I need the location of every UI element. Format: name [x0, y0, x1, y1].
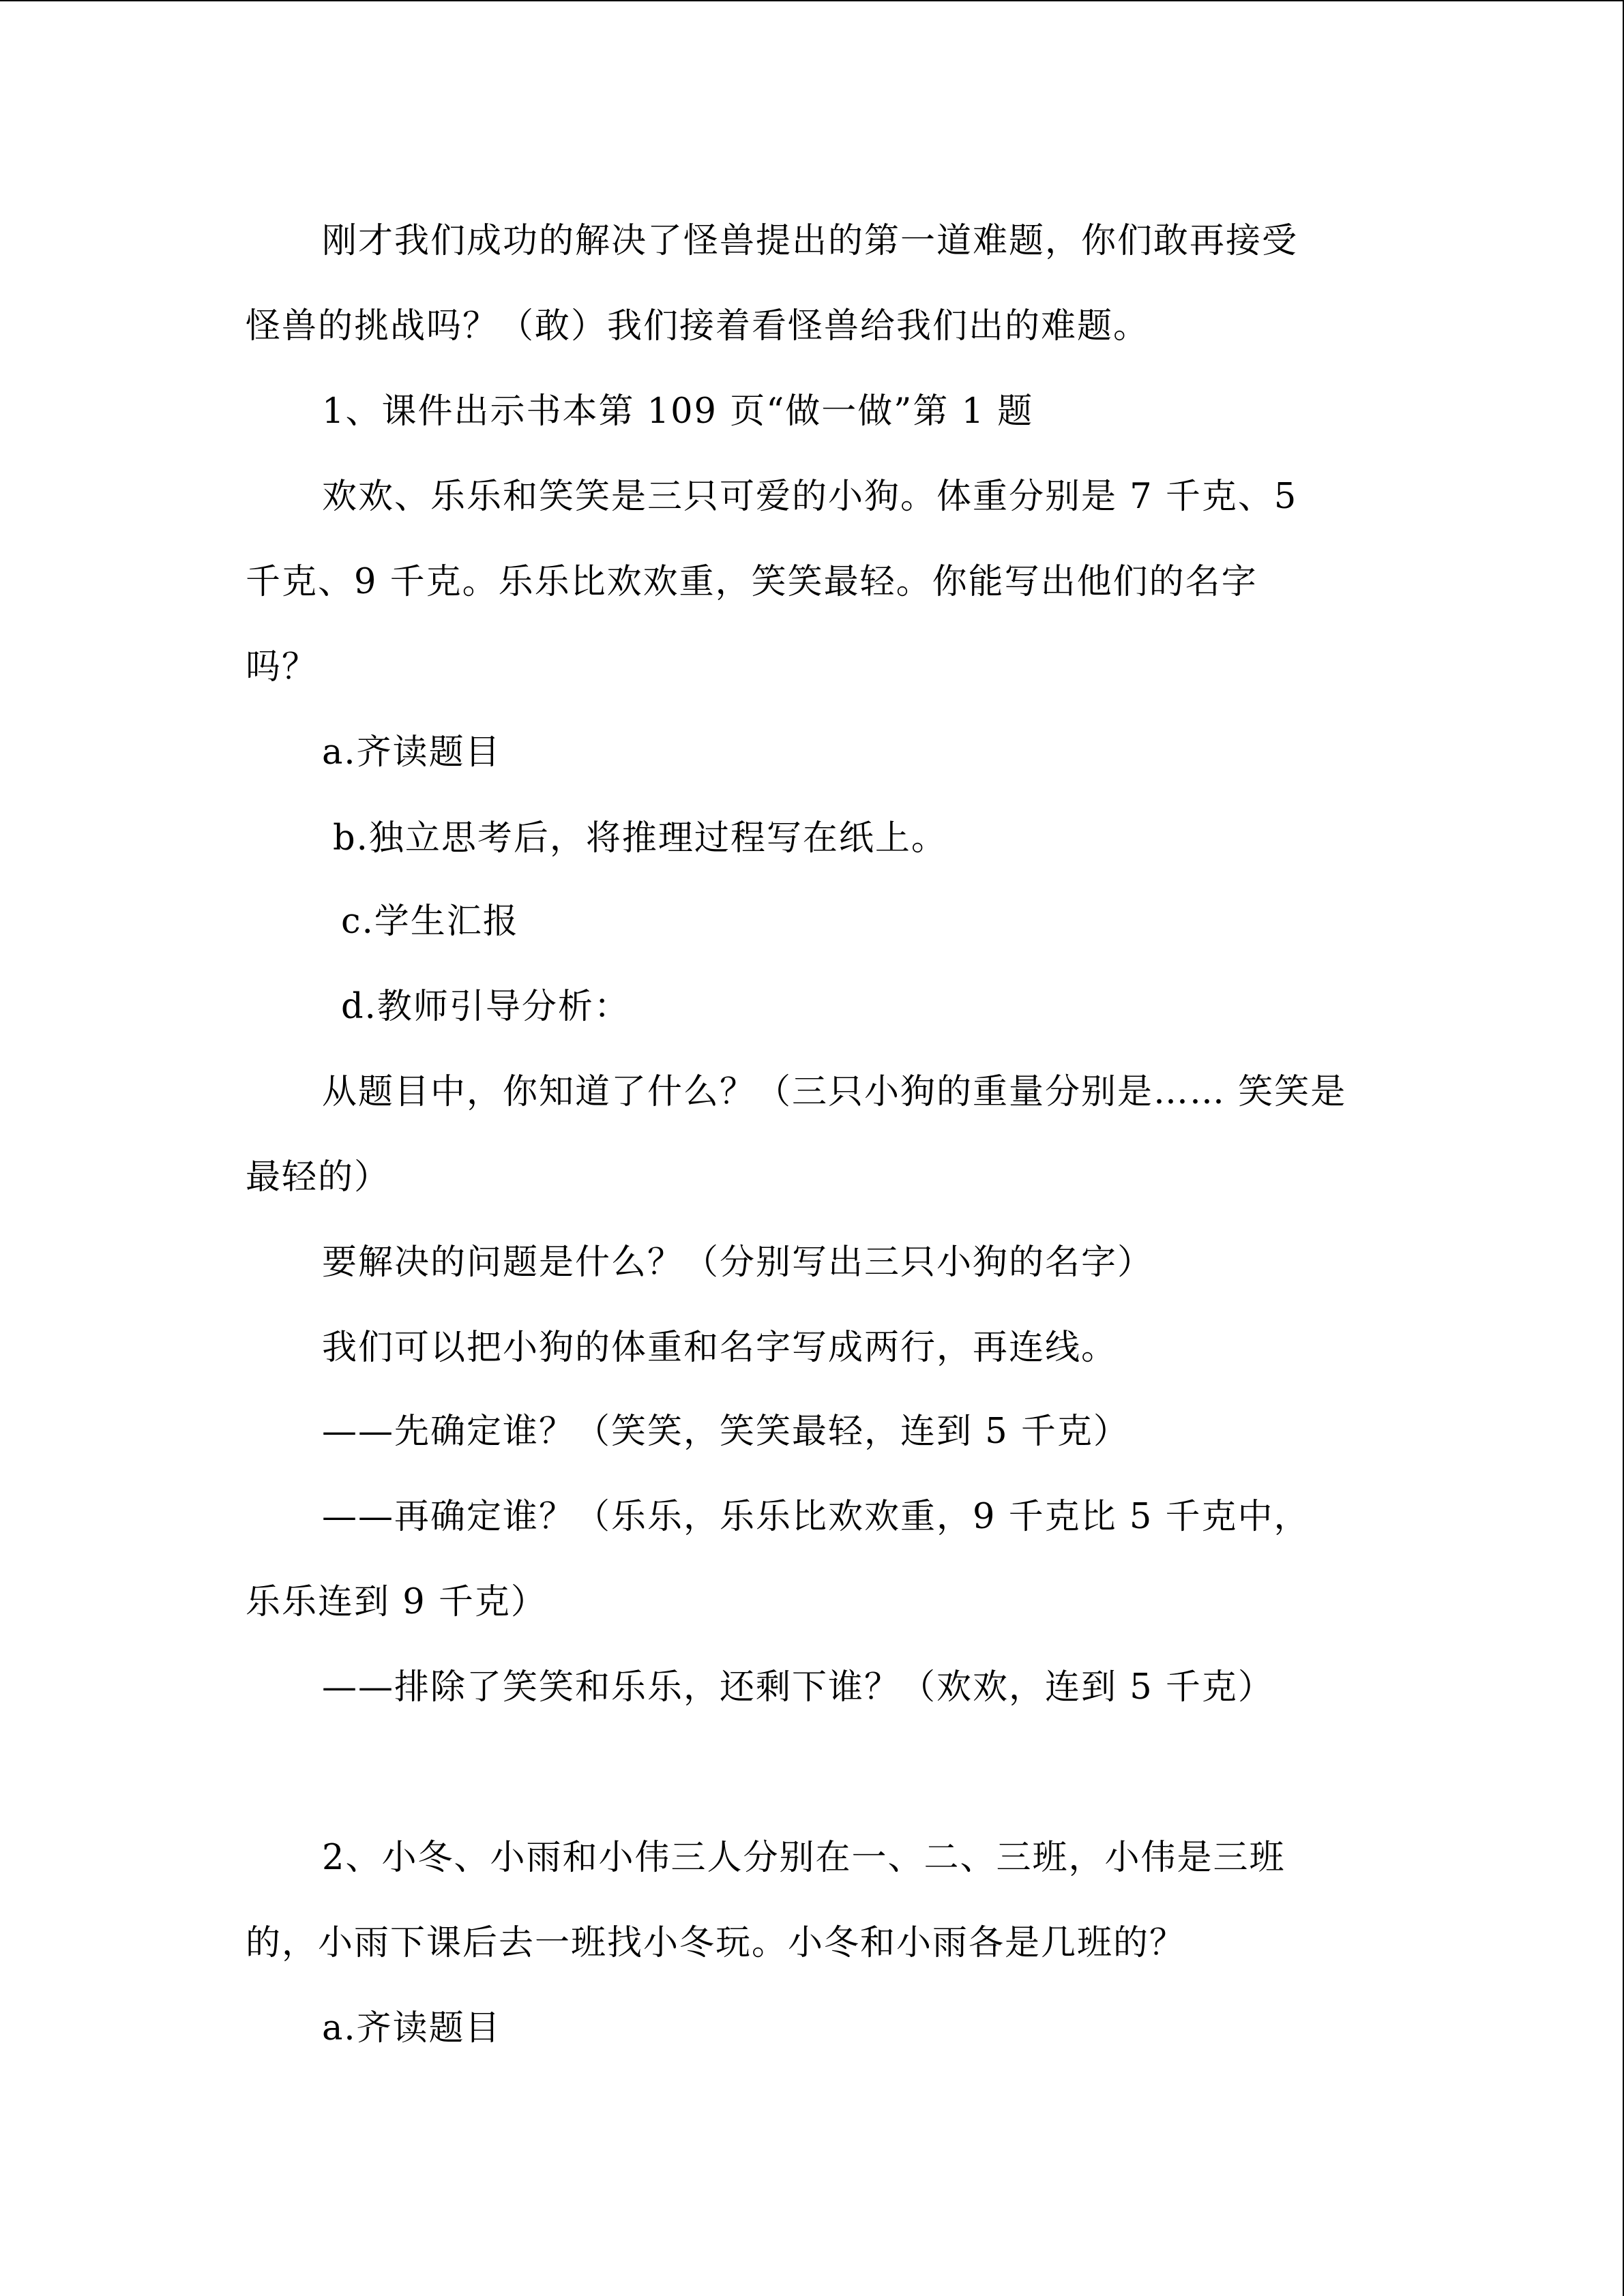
paragraph-line: ——先确定谁？（笑笑，笑笑最轻，连到 5 千克）	[322, 1412, 1130, 1452]
paragraph-line: 乐乐连到 9 千克）	[246, 1582, 547, 1622]
paragraph-line: 的，小雨下课后去一班找小冬玩。小冬和小雨各是几班的？	[246, 1923, 1186, 1963]
paragraph-line: 怪兽的挑战吗？（敢）我们接着看怪兽给我们出的难题。	[246, 306, 1150, 346]
paragraph-line: 要解决的问题是什么？（分别写出三只小狗的名字）	[322, 1242, 1154, 1283]
paragraph-line: d.教师引导分析：	[341, 987, 630, 1027]
paragraph-line: 2、小冬、小雨和小伟三人分别在一、二、三班，小伟是三班	[322, 1838, 1286, 1878]
paragraph-line: ——排除了笑笑和乐乐，还剩下谁？（欢欢，连到 5 千克）	[322, 1667, 1274, 1708]
paragraph-line: 最轻的）	[246, 1157, 391, 1197]
paragraph-line: 千克、9 千克。乐乐比欢欢重，笑笑最轻。你能写出他们的名字	[246, 562, 1258, 602]
paragraph-line: 吗？	[246, 647, 319, 687]
paragraph-line: 刚才我们成功的解决了怪兽提出的第一道难题，你们敢再接受	[322, 221, 1299, 261]
paragraph-line: 1、课件出示书本第 109 页“做一做”第 1 题	[322, 391, 1034, 432]
paragraph-line: ——再确定谁？（乐乐，乐乐比欢欢重，9 千克比 5 千克中，	[322, 1497, 1310, 1537]
paragraph-line: 欢欢、乐乐和笑笑是三只可爱的小狗。体重分别是 7 千克、5	[322, 477, 1298, 517]
paragraph-line: 从题目中，你知道了什么？（三只小狗的重量分别是…… 笑笑是	[322, 1072, 1347, 1112]
paragraph-line: a.齐读题目	[322, 2008, 501, 2048]
paragraph-line: b.独立思考后，将推理过程写在纸上。	[333, 818, 947, 859]
paragraph-line: 我们可以把小狗的体重和名字写成两行，再连线。	[322, 1328, 1118, 1368]
paragraph-line: c.学生汇报	[341, 901, 519, 942]
paragraph-line: a.齐读题目	[322, 732, 501, 773]
